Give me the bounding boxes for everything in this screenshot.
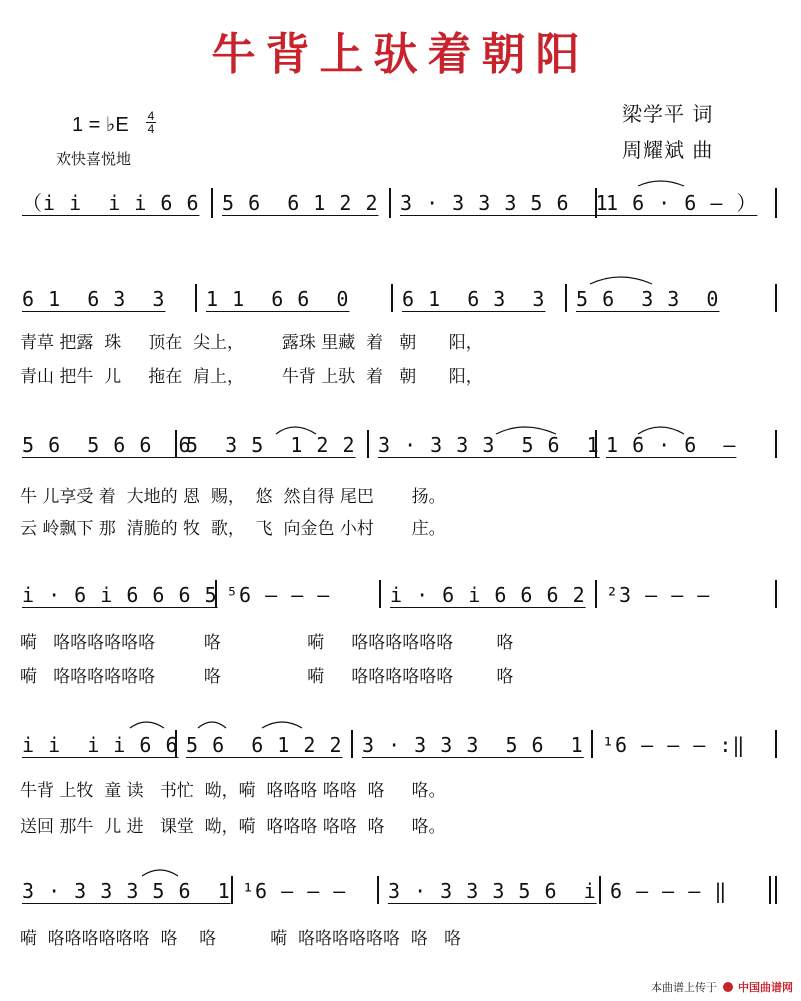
- key-signature: 1 = ♭E: [72, 114, 129, 136]
- composer-credit: 周耀斌 曲: [622, 138, 714, 162]
- measure: 1 6 · 6 – ）: [606, 191, 758, 215]
- measure: 1 6 · 6 –: [606, 433, 737, 457]
- measure: 3 · 3 3 3 5 6 1: [22, 879, 231, 903]
- time-signature-top: 4: [147, 109, 155, 123]
- measure: ²3 – – –: [606, 583, 711, 607]
- measure: 3 · 3 3 3 5 6 1: [400, 191, 609, 215]
- song-title: 牛背上驮着朝阳: [211, 29, 590, 80]
- lyric-verse-1: 牛 儿享受 着 大地的 恩 赐， 悠 然自得 尾巴 扬。: [20, 487, 446, 507]
- measure: 5 3 5 1 2 2: [186, 433, 356, 457]
- lyric-verse-2: 送回 那牛 儿 进 课堂 呦，嗬 咯咯咯 咯咯 咯 咯。: [20, 817, 446, 837]
- measure: ¹6 – – –: [242, 879, 347, 903]
- measure: 6 1 6 3 3: [402, 287, 546, 311]
- lyric-verse-2: 云 岭飘下 那 清脆的 牧 歌， 飞 向金色 小村 庄。: [20, 519, 446, 539]
- time-signature-bottom: 4: [147, 122, 155, 136]
- measure: ⁵6 – – –: [226, 583, 331, 607]
- site-logo-icon: [723, 982, 733, 992]
- lyric-verse-1: 嗬 咯咯咯咯咯咯 咯 嗬 咯咯咯咯咯咯 咯: [20, 633, 514, 653]
- measure: 3 · 3 3 3 5 6 1: [378, 433, 600, 457]
- measure: 5 6 5 6 6 6: [22, 433, 192, 457]
- measure: 6 1 6 3 3: [22, 287, 166, 311]
- lyric-verse-2: 嗬 咯咯咯咯咯咯 咯 嗬 咯咯咯咯咯咯 咯: [20, 667, 514, 687]
- measure: i · 6 i 6 6 6 5: [22, 583, 218, 607]
- notes-row: [0, 732, 801, 772]
- measure: 5 6 6 1 2 2: [186, 733, 343, 757]
- measure: i i i i 6 6: [22, 733, 179, 757]
- notes-row: [0, 878, 801, 918]
- lyricist-credit: 梁学平 词: [622, 102, 714, 126]
- measure: 3 · 3 3 3 5 6 1: [362, 733, 584, 757]
- notes-row: [0, 190, 801, 230]
- measure: i · 6 i 6 6 6 2: [390, 583, 586, 607]
- notes-row: [0, 432, 801, 472]
- lyric-verse-1: 牛背 上牧 童 读 书忙 呦，嗬 咯咯咯 咯咯 咯 咯。: [20, 781, 446, 801]
- measure: （i i i i 6 6: [22, 191, 200, 215]
- lyric-verse-2: 青山 把牛 儿 拖在 肩上， 牛背 上驮 着 朝 阳，: [20, 367, 483, 387]
- notes-row: [0, 582, 801, 622]
- lyric-verse-1: 嗬 咯咯咯咯咯咯 咯 咯 嗬 咯咯咯咯咯咯 咯 咯: [20, 929, 462, 949]
- measure: 1 1 6 6 0: [206, 287, 350, 311]
- measure: 6 – – – ‖: [610, 879, 728, 903]
- lyric-verse-1: 青草 把露 珠 顶在 尖上， 露珠 里藏 着 朝 阳，: [20, 333, 483, 353]
- measure: 5 6 6 1 2 2: [222, 191, 379, 215]
- measure: 3 · 3 3 3 5 6 i: [388, 879, 597, 903]
- tempo-marking: 欢快喜悦地: [56, 150, 132, 168]
- footer-text: 本曲谱上传于: [651, 981, 717, 994]
- footer-credit: [651, 979, 793, 995]
- notes-row: [0, 286, 801, 326]
- measure: ¹6 – – – :‖: [602, 733, 746, 757]
- footer-brand: 中国曲谱网: [738, 981, 793, 994]
- measure: 5 6 3 3 0: [576, 287, 720, 311]
